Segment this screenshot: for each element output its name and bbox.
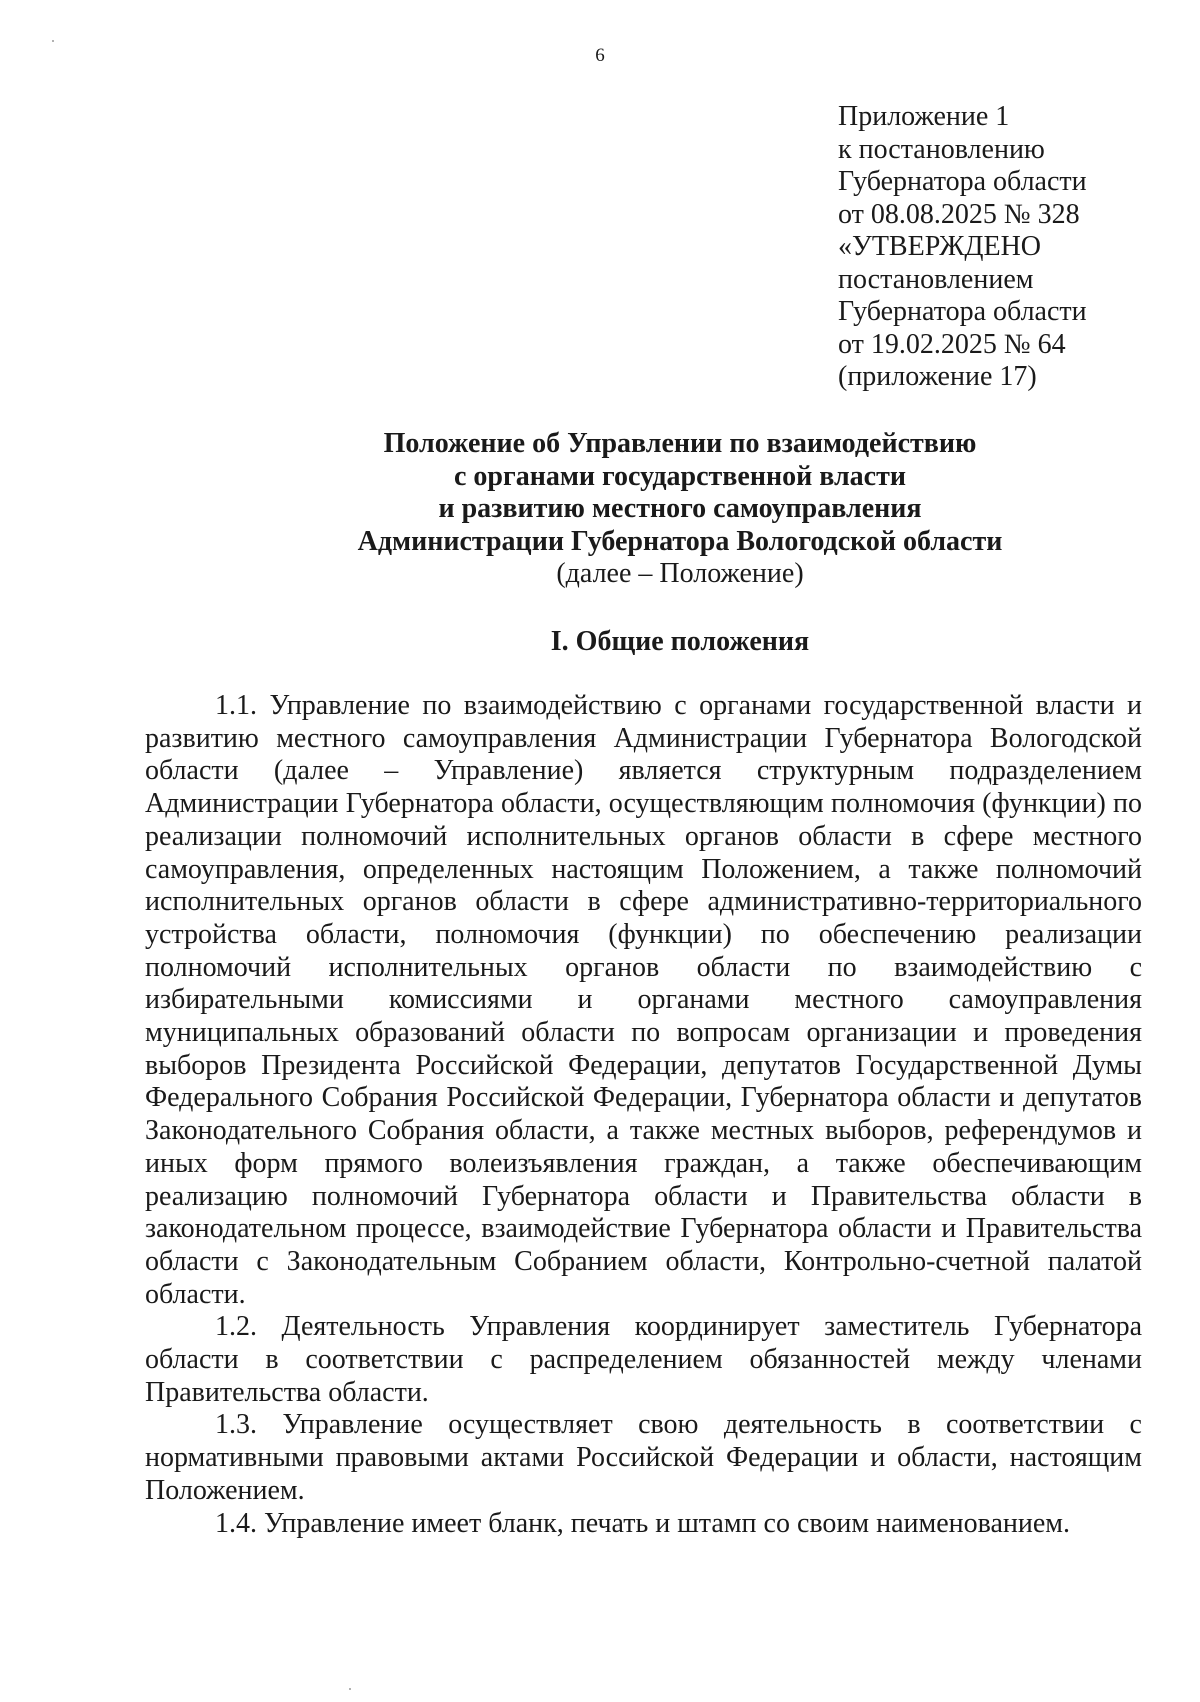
scan-speck xyxy=(52,40,54,42)
paragraph-1-1: 1.1. Управление по взаимодействию с органами государственной власти и развитию местного самоуправления Администрации Губернатора Вологодской области (далее – Управление) является структурным подразделением Администрации Губернатора области, осуществляющим полномочия (функции) по реализации полномочий исполнительных органов области в сфере местного самоуправления, определенных настоящим Положением, а также полномочий исполнительных органов области в сфере административно-территориального устройства области, полномочия (функции) по обеспечению реализации полномочий исполнительных органов области по взаимодействию с избирательными комиссиями и органами местного самоуправления муниципальных образований области по вопросам организации и проведения выборов Президента Российской Федерации, депутатов Государственной Думы Федерального Собрания Российской Федерации, Губернатора области и депутатов Законодательного Собрания области, а также местных выборов, референдумов и иных форм прямого волеизъявления граждан, а также обеспечивающим реализацию полномочий Губернатора области и Правительства области в законодательном процессе, взаимодействие Губернатора области и Правительства области с Законодательным Собранием области, Контрольно-счетной палатой области. xyxy=(145,690,1142,1310)
title-note: (далее – Положение) xyxy=(556,558,804,589)
paragraph-1-2: 1.2. Деятельность Управления координирует заместитель Губернатора области в соответствии с распределением обязанностей между членами Правительства области. xyxy=(145,1311,1142,1408)
approval-stamp-block xyxy=(838,101,1087,394)
title-line: и развитию местного самоуправления xyxy=(438,493,922,524)
approval-line: от 08.08.2025 № 328 xyxy=(838,198,1080,230)
section-heading: I. Общие положения xyxy=(550,626,810,657)
approval-line: «УТВЕРЖДЕНО xyxy=(838,231,1042,262)
approval-line: постановлением xyxy=(838,263,1034,295)
scan-speck xyxy=(349,1688,351,1690)
section-body xyxy=(145,690,1142,1540)
approval-line: от 19.02.2025 № 64 xyxy=(838,328,1066,360)
title-line: Администрации Губернатора Вологодской области xyxy=(357,525,1003,557)
page-number: 6 xyxy=(595,45,605,66)
approval-line: (приложение 17) xyxy=(838,361,1037,392)
paragraph-1-4: 1.4. Управление имеет бланк, печать и штамп со своим наименованием. xyxy=(215,1507,1071,1539)
title-line: Положение об Управлении по взаимодействию xyxy=(383,428,977,459)
approval-line: к постановлению xyxy=(838,133,1045,165)
approval-line: Губернатора области xyxy=(838,166,1087,197)
document-title xyxy=(250,428,1110,591)
approval-line: Губернатора области xyxy=(838,296,1087,327)
approval-line: Приложение 1 xyxy=(838,101,1010,132)
paragraph-1-3: 1.3. Управление осуществляет свою деятельность в соответствии с нормативными правовыми актами Российской Федерации и области, настоящим Положением. xyxy=(145,1409,1142,1506)
title-line: с органами государственной власти xyxy=(453,460,906,492)
